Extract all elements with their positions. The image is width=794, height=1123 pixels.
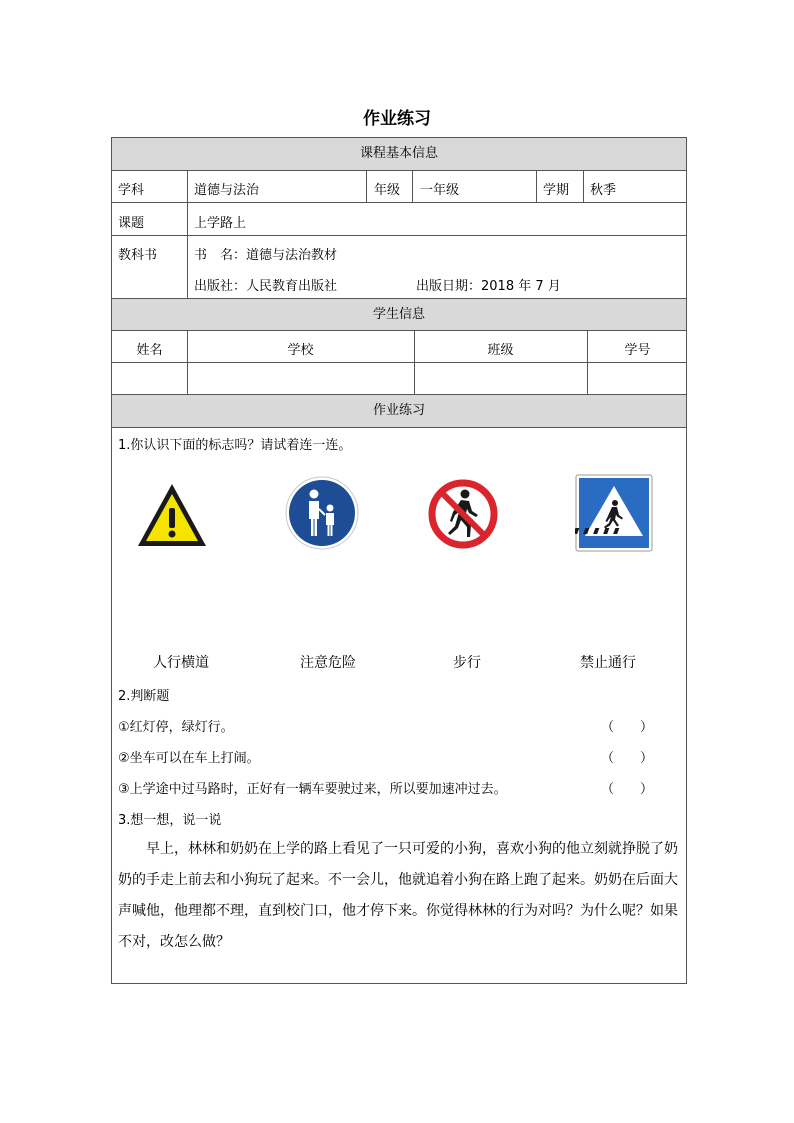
answer-blank-2[interactable]: （ ） — [601, 751, 654, 766]
label-danger: 注意危险 — [300, 655, 356, 671]
answer-blank-1[interactable]: （ ） — [601, 720, 654, 735]
topic-label: 课题 — [118, 216, 145, 231]
label-walk: 步行 — [453, 655, 481, 671]
publisher: 出版社：人民教育出版社 — [194, 279, 338, 294]
course-info-header: 课程基本信息 — [112, 138, 686, 170]
no-pedestrian-sign[interactable] — [425, 476, 501, 552]
story-paragraph: 早上，林林和奶奶在上学的路上看见了一只可爱的小狗，喜欢小狗的他立刻就挣脱了奶奶的手走上前去和小狗玩了起来。不一会儿，他就追着小狗在路上跑了起来。奶奶在后面大声喊他，他理都不理，直到校门口，他才停下来。你觉得林林的行为对吗？为什么呢？如果不对，改怎么做？ — [118, 841, 678, 950]
answer-blank-3[interactable]: （ ） — [601, 782, 654, 797]
subject-label: 学科 — [118, 183, 145, 198]
pedestrian-path-sign[interactable] — [284, 475, 360, 551]
crosswalk-sign[interactable] — [575, 474, 653, 552]
grade-label: 年级 — [374, 183, 401, 198]
col-class: 班级 — [487, 343, 514, 358]
judgment-3: ③上学途中过马路时，正好有一辆车要驶过来，所以要加速冲过去。 — [118, 782, 507, 797]
label-crosswalk: 人行横道 — [153, 655, 209, 671]
question-1: 1.你认识下面的标志吗？请试着连一连。 — [118, 438, 352, 453]
term-label: 学期 — [543, 183, 570, 198]
input-school[interactable] — [187, 362, 414, 394]
col-school: 学校 — [287, 343, 314, 358]
grade-value: 一年级 — [420, 183, 460, 198]
publish-date: 出版日期：2018 年 7 月 — [416, 279, 561, 294]
question-2: 2.判断题 — [118, 689, 170, 704]
book-name: 书 名：道德与法治教材 — [194, 248, 338, 263]
worksheet-table — [111, 137, 687, 984]
topic-value: 上学路上 — [194, 216, 247, 231]
judgment-1: ①红灯停，绿灯行。 — [118, 720, 234, 735]
col-student-id: 学号 — [624, 343, 651, 358]
input-name[interactable] — [112, 362, 187, 394]
textbook-label: 教科书 — [118, 248, 158, 263]
student-info-header: 学生信息 — [112, 299, 686, 330]
subject-value: 道德与法治 — [194, 183, 260, 198]
question-3: 3.想一想，说一说 — [118, 813, 222, 828]
judgment-2: ②坐车可以在车上打闹。 — [118, 751, 260, 766]
exercise-header: 作业练习 — [112, 395, 686, 427]
page-title: 作业练习 — [363, 109, 431, 129]
col-name: 姓名 — [136, 343, 163, 358]
term-value: 秋季 — [590, 183, 617, 198]
input-student-id[interactable] — [587, 362, 688, 394]
warning-triangle-sign[interactable] — [135, 481, 209, 549]
label-no-passing: 禁止通行 — [580, 655, 636, 671]
input-class[interactable] — [414, 362, 587, 394]
